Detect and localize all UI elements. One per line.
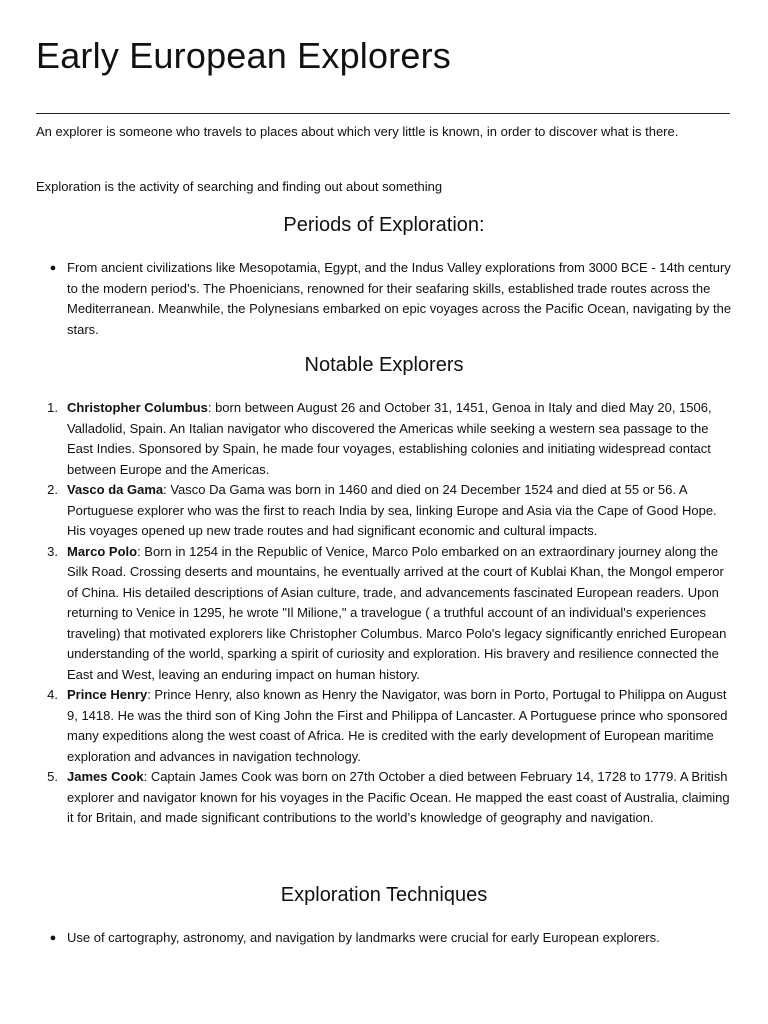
- explorer-description: : born between August 26 and October 31, 1451, Genoa in Italy and died May 20, 1506, Valladolid, Spain. An Italian navigator who discovered the Americas while seeking a western sea passage to the East Indies. Sponsored by Spain, he made four voyages, establishing colonies and initiating widespread contact between Europe and the Americas.: [67, 400, 712, 477]
- notable-explorers-list: [36, 398, 733, 829]
- techniques-item-text: Use of cartography, astronomy, and navigation by landmarks were crucial for early European explorers.: [67, 930, 660, 945]
- explorer-name: Marco Polo: [67, 543, 138, 559]
- explorer-item-da-gama: [36, 480, 733, 542]
- list-number: 5.: [47, 769, 58, 784]
- list-number: 3.: [47, 543, 58, 559]
- explorer-description: : Vasco Da Gama was born in 1460 and died on 24 December 1524 and died at 55 or 56. A Portuguese explorer who was the first to reach India by sea, linking Europe and Asia via the Cape of Good Hope. His voyages opened up new trade routes and had significant economic and cultural impacts.: [67, 482, 717, 538]
- list-item: [36, 258, 733, 340]
- explorer-name: James Cook: [67, 769, 144, 784]
- periods-list: [36, 258, 733, 340]
- techniques-list: [36, 928, 733, 949]
- explorer-item-prince-henry: [36, 685, 733, 767]
- list-number: 4.: [47, 687, 58, 702]
- notable-explorers-heading: Notable Explorers: [304, 354, 464, 376]
- explorer-item-columbus: [36, 398, 733, 480]
- explorer-description: : Born in 1254 in the Republic of Venice, Marco Polo embarked on an extraordinary journey along the Silk Road. Crossing deserts and mountains, he eventually arrived at the court of Kublai Khan, the Mongol emperor of China. His detailed descriptions of Asian culture, trade, and advancements fascinated European readers. Upon returning to Venice in 1295, he wrote "Il Milione," a travelogue ( a truthful account of an individual's experiences traveling) that motivated explorers like Christopher Columbus. Marco Polo's legacy significantly enriched European understanding of the world, sparking a spirit of curiosity and exploration. His bravery and resilience connected the East and West, leaving an enduring impact on human history.: [67, 543, 727, 682]
- list-item: [36, 928, 733, 949]
- explorer-name: Prince Henry: [67, 687, 148, 702]
- explorer-item-marco-polo: [36, 542, 733, 686]
- list-number: 1.: [47, 400, 58, 415]
- explorer-item-james-cook: [36, 767, 733, 829]
- list-number: 2.: [47, 482, 58, 497]
- explorer-description: : Captain James Cook was born on 27th October a died between February 14, 1728 to 1779. A British explorer and navigator known for his voyages in the Pacific Ocean. He mapped the east coast of Australia, claiming it for Britain, and made significant contributions to the world’s knowledge of geography and navigation.: [67, 769, 730, 825]
- bullet-dot-icon: ●: [49, 262, 57, 274]
- explorer-definition: An explorer is someone who travels to places about which very little is known, in order to discover what is there.: [36, 124, 679, 139]
- explorer-name: Christopher Columbus: [67, 400, 208, 415]
- title-underline-rule: [36, 113, 730, 114]
- explorer-name: Vasco da Gama: [67, 482, 164, 497]
- bullet-dot-icon: ●: [49, 932, 57, 944]
- explorer-description: : Prince Henry, also known as Henry the Navigator, was born in Porto, Portugal to Philippa on August 9, 1418. He was the third son of King John the First and Philippa of Lancaster. A Portuguese prince who sponsored many expeditions along the west coast of Africa. He is credited with the early development of European maritime exploration and advances in navigation technology.: [67, 687, 728, 764]
- exploration-definition: Exploration is the activity of searching and finding out about something: [36, 179, 443, 194]
- periods-item-text: From ancient civilizations like Mesopotamia, Egypt, and the Indus Valley explorations from 3000 BCE - 14th century to the modern period’s. The Phoenicians, renowned for their seafaring skills, established trade routes across the Mediterranean. Meanwhile, the Polynesians embarked on epic voyages across the Pacific Ocean, navigating by the stars.: [67, 260, 732, 337]
- document-title: Early European Explorers: [36, 35, 452, 76]
- techniques-heading: Exploration Techniques: [280, 884, 488, 906]
- periods-heading: Periods of Exploration:: [283, 214, 485, 236]
